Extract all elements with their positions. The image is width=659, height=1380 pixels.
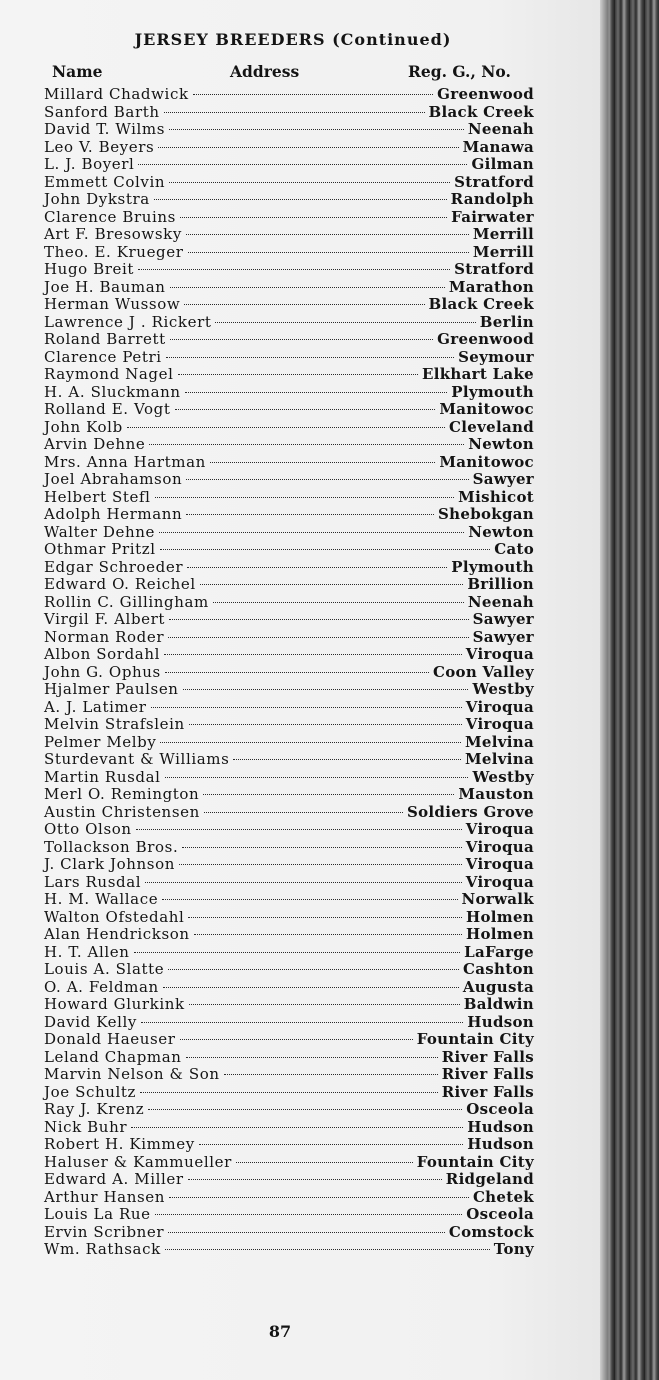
breeder-name: Merl O. Remington (44, 785, 200, 803)
breeder-name: Norman Roder (44, 627, 165, 646)
leader-dots (169, 129, 464, 130)
breeder-name: Edward A. Miller (44, 1170, 184, 1188)
leader-dots (165, 777, 469, 778)
breeder-name: Hjalmer Paulsen (44, 680, 179, 698)
breeder-town: Randolph (450, 190, 534, 208)
breeder-entry (44, 139, 534, 157)
breeder-name: Tollackson Bros. (44, 837, 179, 856)
leader-dots (185, 392, 448, 393)
breeder-name: Arvin Dehne (44, 435, 146, 453)
breeder-town: Black Creek (428, 102, 534, 121)
leader-dots (188, 1179, 442, 1180)
leader-dots (213, 602, 464, 603)
breeder-entry (44, 1154, 534, 1172)
breeder-town: Sawyer (472, 627, 534, 646)
breeder-name: David T. Wilms (44, 120, 166, 138)
leader-dots (178, 374, 418, 375)
page-number: 87 (268, 1322, 292, 1341)
breeder-entry (44, 751, 534, 769)
breeder-name: Sanford Barth (44, 102, 160, 121)
breeder-entry (44, 646, 534, 664)
breeder-entry (44, 821, 534, 839)
breeder-name: Marvin Nelson & Son (44, 1065, 220, 1083)
breeder-entry (44, 734, 534, 752)
breeder-entry (44, 506, 534, 524)
breeder-name: Helbert Stefl (44, 487, 151, 506)
leader-dots (233, 759, 461, 760)
breeder-name: John Dykstra (44, 190, 150, 208)
leader-dots (189, 724, 462, 725)
leader-dots (140, 1092, 438, 1093)
breeder-town: Newton (468, 522, 534, 541)
breeder-town: Merrill (472, 225, 534, 243)
leader-dots (200, 584, 464, 585)
leader-dots (151, 707, 462, 708)
breeder-entry (44, 1014, 534, 1032)
breeder-entry (44, 349, 534, 367)
leader-dots (169, 1197, 469, 1198)
leader-dots (224, 1074, 438, 1075)
breeder-town: Brillion (467, 575, 534, 593)
leader-dots (168, 969, 459, 970)
breeder-name: Walton Ofstedahl (44, 907, 185, 926)
leader-dots (134, 952, 461, 953)
breeder-name: Joe Schultz (44, 1082, 137, 1101)
leader-dots (169, 619, 469, 620)
breeder-entry (44, 909, 534, 927)
breeder-name: Melvin Strafslein (44, 715, 185, 733)
breeder-entry (44, 716, 534, 734)
breeder-name: Hugo Breit (44, 260, 135, 278)
breeder-town: Merrill (472, 242, 534, 261)
breeder-town: Seymour (458, 347, 534, 366)
leader-dots (199, 1144, 463, 1145)
breeder-town: Hudson (467, 1012, 534, 1031)
breeder-entry (44, 681, 534, 699)
leader-dots (138, 269, 450, 270)
breeder-town: Hudson (467, 1135, 534, 1153)
breeder-town: River Falls (441, 1047, 534, 1066)
breeder-entry (44, 559, 534, 577)
breeder-town: Chetek (472, 1187, 534, 1206)
breeder-entry (44, 454, 534, 472)
leader-dots (194, 934, 462, 935)
breeder-entry (44, 86, 534, 104)
breeder-town: Osceola (466, 1205, 534, 1223)
breeder-town: Black Creek (428, 295, 534, 313)
breeder-entry (44, 839, 534, 857)
leader-dots (165, 1249, 490, 1250)
leader-dots (180, 1039, 413, 1040)
leader-dots (131, 1127, 463, 1128)
leader-dots (203, 794, 454, 795)
breeder-town: Westby (472, 680, 534, 698)
breeder-town: Viroqua (465, 820, 534, 838)
breeder-entry (44, 1241, 534, 1259)
breeder-name: Clarence Bruins (44, 207, 176, 226)
breeder-name: John G. Ophus (44, 662, 161, 681)
breeder-town: Melvina (465, 732, 534, 751)
breeder-town: Comstock (448, 1222, 534, 1241)
breeder-name: Nick Buhr (44, 1117, 128, 1136)
breeder-entry (44, 104, 534, 122)
breeder-entry (44, 1049, 534, 1067)
breeder-entry (44, 856, 534, 874)
breeder-name: Emmett Colvin (44, 172, 166, 191)
leader-dots (136, 829, 462, 830)
breeder-town: River Falls (441, 1082, 534, 1101)
leader-dots (189, 1004, 460, 1005)
leader-dots (148, 1109, 462, 1110)
breeder-name: Leo V. Beyers (44, 137, 155, 156)
breeder-entry (44, 786, 534, 804)
leader-dots (236, 1162, 413, 1163)
breeder-town: Viroqua (465, 645, 534, 663)
breeder-entry (44, 944, 534, 962)
breeder-town: Cashton (463, 960, 534, 978)
header-reg: Reg. G., No. (408, 62, 511, 81)
breeder-town: Greenwood (437, 85, 534, 103)
breeder-name: Clarence Petri (44, 347, 162, 366)
breeder-entry (44, 611, 534, 629)
breeder-town: Augusta (462, 977, 534, 996)
breeder-name: Otto Olson (44, 820, 132, 838)
breeder-entry (44, 874, 534, 892)
breeder-town: LaFarge (464, 942, 534, 961)
breeder-town: Cleveland (449, 417, 534, 436)
breeder-town: Gilman (471, 155, 534, 173)
leader-dots (160, 549, 491, 550)
breeder-name: Pelmer Melby (44, 732, 157, 751)
breeder-town: Sawyer (472, 610, 534, 628)
breeder-name: H. M. Wallace (44, 890, 159, 908)
breeder-name: Rollin C. Gillingham (44, 592, 209, 611)
breeder-town: Cato (494, 540, 534, 558)
breeder-entry (44, 804, 534, 822)
breeder-entry (44, 996, 534, 1014)
breeder-name: Austin Christensen (44, 802, 200, 821)
breeder-town: Newton (468, 435, 534, 453)
breeder-name: Joel Abrahamson (44, 470, 183, 488)
breeder-town: Viroqua (465, 837, 534, 856)
leader-dots (175, 409, 436, 410)
leader-dots (183, 689, 469, 690)
breeder-name: Millard Chadwick (44, 85, 189, 103)
leader-dots (149, 444, 464, 445)
breeder-entry (44, 121, 534, 139)
breeder-town: Greenwood (437, 330, 534, 348)
breeder-name: Raymond Nagel (44, 365, 174, 383)
breeder-town: Tony (493, 1240, 534, 1258)
breeder-entry (44, 471, 534, 489)
breeder-entry (44, 891, 534, 909)
breeder-name: H. A. Sluckmann (44, 382, 181, 401)
breeder-name: Lars Rusdal (44, 872, 142, 891)
breeder-name: Ray J. Krenz (44, 1100, 145, 1118)
header-name: Name (52, 62, 103, 81)
leader-dots (158, 147, 458, 148)
breeder-town: Stratford (454, 260, 534, 278)
breeder-town: River Falls (441, 1065, 534, 1083)
leader-dots (187, 567, 447, 568)
column-header (0, 62, 600, 84)
breeder-name: Louis La Rue (44, 1205, 151, 1223)
breeder-name: Adolph Hermann (44, 505, 183, 523)
breeder-town: Norwalk (461, 890, 534, 908)
header-address: Address (230, 62, 300, 81)
breeder-name: Othmar Pritzl (44, 540, 156, 558)
breeder-town: Mauston (458, 785, 534, 803)
breeder-entry (44, 489, 534, 507)
breeder-entry (44, 541, 534, 559)
breeder-town: Coon Valley (432, 662, 534, 681)
leader-dots (188, 917, 462, 918)
breeder-town: Holmen (466, 907, 534, 926)
breeder-entry (44, 436, 534, 454)
leader-dots (210, 462, 435, 463)
breeder-town: Melvina (465, 750, 534, 768)
breeder-town: Elkhart Lake (421, 365, 534, 383)
breeder-town: Shebokgan (438, 505, 534, 523)
breeder-name: Donald Haeuser (44, 1030, 176, 1048)
breeder-town: Plymouth (451, 557, 534, 576)
leader-dots (138, 164, 467, 165)
leader-dots (204, 812, 403, 813)
breeder-name: Art F. Bresowsky (44, 225, 182, 243)
leader-dots (163, 987, 459, 988)
breeder-entry (44, 331, 534, 349)
breeder-town: Hudson (467, 1117, 534, 1136)
leader-dots (168, 637, 468, 638)
breeder-town: Berlin (479, 312, 534, 331)
breeder-name: O. A. Feldman (44, 977, 159, 996)
breeder-name: H. T. Allen (44, 942, 130, 961)
breeder-town: Holmen (466, 925, 534, 943)
breeder-town: Manitowoc (439, 452, 534, 471)
breeder-entry (44, 384, 534, 402)
leader-dots (184, 304, 424, 305)
breeder-town: Ridgeland (445, 1170, 534, 1188)
leader-dots (164, 112, 425, 113)
leader-dots (162, 899, 457, 900)
breeder-name: J. Clark Johnson (44, 855, 175, 873)
breeder-town: Sawyer (472, 470, 534, 488)
breeder-name: Edward O. Reichel (44, 575, 196, 593)
breeder-town: Manitowoc (439, 400, 534, 418)
leader-dots (186, 1057, 438, 1058)
leader-dots (180, 217, 447, 218)
breeder-entry (44, 401, 534, 419)
breeder-entry (44, 419, 534, 437)
breeder-name: Robert H. Kimmey (44, 1135, 195, 1153)
breeder-entry (44, 1189, 534, 1207)
breeder-name: Arthur Hansen (44, 1187, 166, 1206)
leader-dots (165, 672, 429, 673)
leader-dots (155, 1214, 463, 1215)
breeder-entry (44, 769, 534, 787)
breeder-name: Rolland E. Vogt (44, 400, 171, 418)
breeder-list (44, 86, 534, 1259)
breeder-town: Neenah (467, 592, 534, 611)
leader-dots (154, 199, 447, 200)
breeder-town: Viroqua (465, 872, 534, 891)
breeder-town: Neenah (467, 120, 534, 138)
leader-dots (145, 882, 462, 883)
breeder-entry (44, 594, 534, 612)
breeder-name: John Kolb (44, 417, 123, 436)
breeder-entry (44, 979, 534, 997)
leader-dots (186, 234, 469, 235)
breeder-town: Marathon (448, 277, 534, 296)
breeder-entry (44, 226, 534, 244)
breeder-entry (44, 926, 534, 944)
breeder-name: Lawrence J . Rickert (44, 312, 212, 331)
breeder-name: Ervin Scribner (44, 1222, 165, 1241)
breeder-town: Stratford (454, 172, 534, 191)
breeder-entry (44, 261, 534, 279)
breeder-name: Leland Chapman (44, 1047, 182, 1066)
leader-dots (159, 532, 464, 533)
breeder-name: Virgil F. Albert (44, 610, 166, 628)
leader-dots (169, 182, 450, 183)
leader-dots (166, 357, 454, 358)
breeder-town: Plymouth (451, 382, 534, 401)
breeder-name: Alan Hendrickson (44, 925, 190, 943)
breeder-entry (44, 279, 534, 297)
breeder-entry (44, 1084, 534, 1102)
breeder-entry (44, 629, 534, 647)
breeder-town: Osceola (466, 1100, 534, 1118)
breeder-name: L. J. Boyerl (44, 155, 135, 173)
breeder-entry (44, 1136, 534, 1154)
page-title: JERSEY BREEDERS (Continued) (134, 30, 452, 49)
leader-dots (186, 479, 468, 480)
breeder-entry (44, 1171, 534, 1189)
leader-dots (193, 94, 434, 95)
breeder-name: Herman Wussow (44, 295, 181, 313)
leader-dots (141, 1022, 463, 1023)
breeder-entry (44, 314, 534, 332)
breeder-name: Howard Glurkink (44, 995, 185, 1013)
breeder-entry (44, 174, 534, 192)
breeder-entry (44, 1224, 534, 1242)
breeder-entry (44, 576, 534, 594)
breeder-name: A. J. Latimer (44, 697, 147, 716)
breeder-town: Manawa (462, 137, 534, 156)
breeder-entry (44, 1031, 534, 1049)
breeder-name: Albon Sordahl (44, 645, 160, 663)
leader-dots (168, 1232, 445, 1233)
breeder-entry (44, 191, 534, 209)
breeder-name: Theo. E. Krueger (44, 242, 184, 261)
breeder-name: Martin Rusdal (44, 767, 161, 786)
leader-dots (155, 497, 455, 498)
breeder-entry (44, 961, 534, 979)
breeder-entry (44, 296, 534, 314)
breeder-entry (44, 1206, 534, 1224)
leader-dots (160, 742, 461, 743)
leader-dots (127, 427, 445, 428)
leader-dots (182, 847, 461, 848)
breeder-town: Fountain City (416, 1152, 534, 1171)
breeder-town: Viroqua (465, 855, 534, 873)
breeder-name: Mrs. Anna Hartman (44, 452, 206, 471)
breeder-name: Edgar Schroeder (44, 557, 184, 576)
breeder-name: Joe H. Bauman (44, 277, 166, 296)
breeder-name: Sturdevant & Williams (44, 750, 230, 768)
breeder-name: Wm. Rathsack (44, 1240, 161, 1258)
leader-dots (170, 339, 433, 340)
breeder-town: Viroqua (465, 715, 534, 733)
leader-dots (170, 287, 445, 288)
breeder-entry (44, 244, 534, 262)
breeder-entry (44, 524, 534, 542)
breeder-entry (44, 209, 534, 227)
breeder-entry (44, 1101, 534, 1119)
breeder-town: Fountain City (416, 1030, 534, 1048)
book-edge (600, 0, 659, 1380)
breeder-name: Haluser & Kammueller (44, 1152, 232, 1171)
breeder-entry (44, 699, 534, 717)
breeder-entry (44, 1119, 534, 1137)
leader-dots (186, 514, 434, 515)
breeder-name: Roland Barrett (44, 330, 166, 348)
breeder-name: David Kelly (44, 1012, 137, 1031)
leader-dots (164, 654, 462, 655)
breeder-entry (44, 1066, 534, 1084)
breeder-town: Baldwin (463, 995, 534, 1013)
breeder-entry (44, 664, 534, 682)
breeder-entry (44, 156, 534, 174)
breeder-town: Westby (472, 767, 534, 786)
leader-dots (215, 322, 475, 323)
breeder-town: Soldiers Grove (406, 802, 534, 821)
breeder-town: Fairwater (451, 207, 534, 226)
breeder-name: Walter Dehne (44, 522, 155, 541)
breeder-town: Viroqua (465, 697, 534, 716)
breeder-entry (44, 366, 534, 384)
leader-dots (188, 252, 469, 253)
breeder-name: Louis A. Slatte (44, 960, 165, 978)
leader-dots (179, 864, 462, 865)
breeder-town: Mishicot (458, 487, 534, 506)
